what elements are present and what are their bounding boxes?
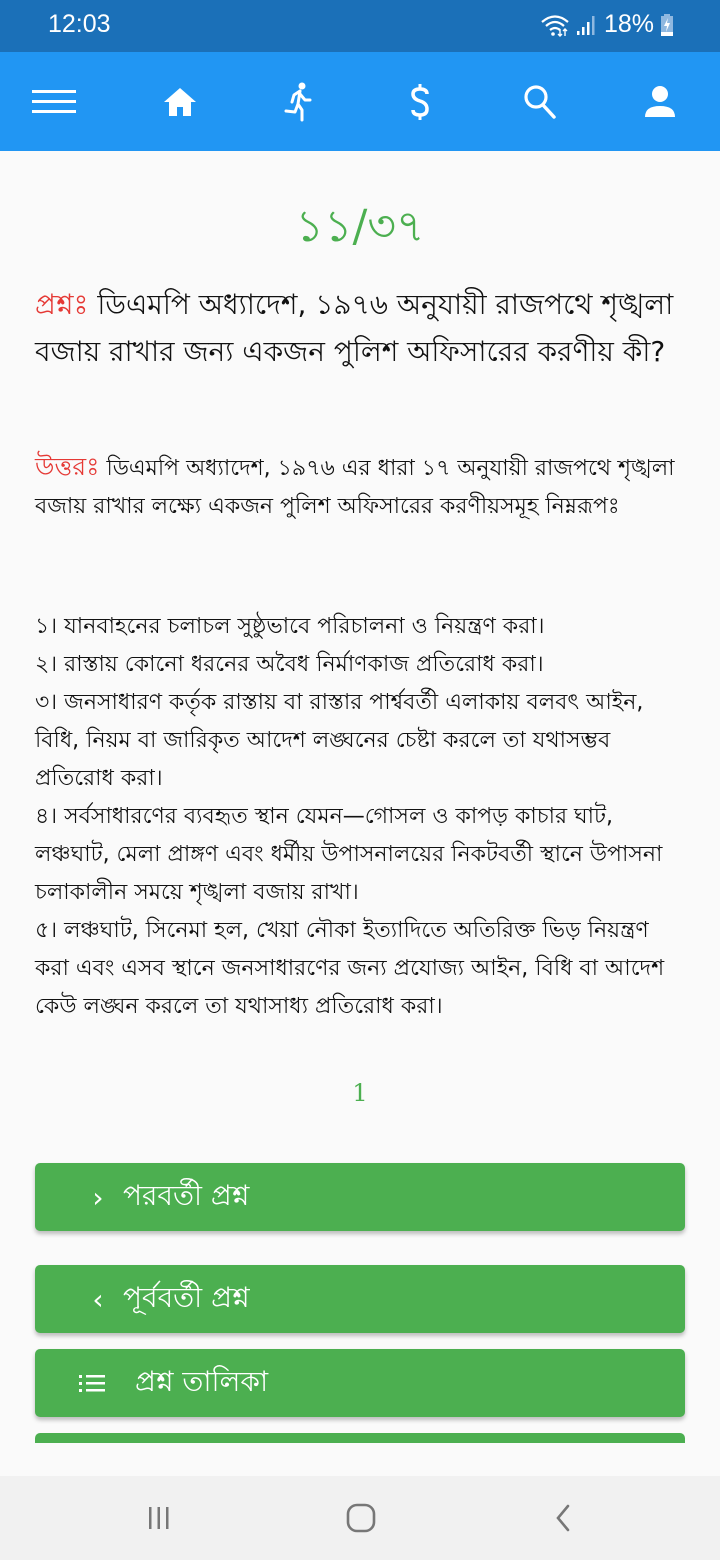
menu-icon (32, 87, 76, 117)
chevron-right-icon: › (92, 1180, 104, 1214)
list-icon (79, 1373, 105, 1393)
answer-label: উত্তরঃ (35, 452, 100, 481)
answer-intro: ডিএমপি অধ্যাদেশ, ১৯৭৬ এর ধারা ১৭ অনুযায়ী রাজপথে শৃঙ্খলা বজায় রাখার লক্ষ্যে একজন পুলিশ অফিসারের করণীয়সমূহ নিম্নরূপঃ (35, 456, 675, 519)
status-icons (540, 10, 674, 39)
partial-button[interactable] (35, 1433, 685, 1443)
menu-button[interactable] (32, 80, 76, 124)
next-question-label: পরবর্তী প্রশ্ন (123, 1178, 250, 1212)
page-number: 1 (352, 1079, 368, 1107)
question-block (35, 281, 685, 375)
answer-item: ৫। লঞ্চঘাট, সিনেমা হল, খেয়া নৌকা ইত্যাদিতে অতিরিক্ত ভিড় নিয়ন্ত্রণ করা এবং এসব স্থানে জনসাধারণের জন্য প্রযোজ্য আইন, বিধি বা আদেশ কেউ লঙ্ঘন করলে তা যথাসাধ্য প্রতিরোধ করা। (35, 918, 665, 1019)
search-button[interactable] (518, 80, 562, 124)
account-button[interactable] (638, 80, 682, 124)
exercise-button[interactable] (278, 80, 322, 124)
question-text: ডিএমপি অধ্যাদেশ, ১৯৭৬ অনুযায়ী রাজপথে শৃঙ্খলা বজায় রাখার জন্য একজন পুলিশ অফিসারের করণীয় কী? (35, 288, 674, 368)
status-time: 12:03 (48, 10, 111, 38)
previous-question-button[interactable] (35, 1265, 685, 1333)
battery-charging-icon (660, 13, 674, 37)
home-button[interactable] (158, 80, 202, 124)
status-bar (0, 0, 720, 52)
dollar-button[interactable] (398, 80, 442, 124)
question-list-label: প্রশ্ন তালিকা (135, 1364, 269, 1398)
home-nav-button[interactable] (341, 1498, 381, 1538)
battery-percent: 18% (603, 10, 654, 38)
home-circle-icon (346, 1503, 376, 1533)
account-icon (644, 85, 676, 119)
recent-apps-icon (146, 1505, 172, 1531)
answer-item: ৩। জনসাধারণ কর্তৃক রাস্তায় বা রাস্তার পার্শ্ববর্তী এলাকায় বলবৎ আইন, বিধি, নিয়ম বা জারিকৃত আদেশ লঙ্ঘনের চেষ্টা করলে তা যথাসম্ভব প্রতিরোধ করা। (35, 690, 644, 791)
dollar-icon (408, 82, 432, 122)
answer-item: ২। রাস্তায় কোনো ধরনের অবৈধ নির্মাণকাজ প্রতিরোধ করা। (35, 652, 544, 677)
app-bar (0, 52, 720, 151)
search-icon (523, 84, 557, 120)
question-list-button[interactable] (35, 1349, 685, 1417)
answer-item: ৪। সর্বসাধারণের ব্যবহৃত স্থান যেমন—গোসল ও কাপড় কাচার ঘাট, লঞ্চঘাট, মেলা প্রাঙ্গণ এবং ধর্মীয় উপাসনালয়ের নিকটবর্তী স্থানে উপাসনা চলাকালীন সময়ে শৃঙ্খলা বজায় রাখা। (35, 804, 663, 905)
answer-item: ১। যানবাহনের চলাচল সুষ্ঠুভাবে পরিচালনা ও নিয়ন্ত্রণ করা। (35, 614, 545, 639)
back-nav-button[interactable] (543, 1498, 583, 1538)
next-question-button[interactable] (35, 1163, 685, 1231)
signal-icon (576, 13, 598, 37)
chevron-left-icon: ‹ (92, 1282, 104, 1316)
content-area[interactable] (0, 151, 720, 1476)
back-icon (553, 1503, 573, 1533)
running-person-icon (283, 82, 317, 122)
question-label: প্রশ্নঃ (35, 288, 89, 321)
previous-question-label: পূর্ববর্তী প্রশ্ন (123, 1280, 250, 1314)
answer-list (35, 608, 685, 1026)
question-counter: ১১/৩৭ (295, 201, 425, 252)
wifi-icon (540, 13, 570, 37)
recent-apps-button[interactable] (139, 1498, 179, 1538)
system-nav-bar (0, 1476, 720, 1560)
home-icon (162, 86, 198, 118)
answer-block (35, 448, 685, 526)
